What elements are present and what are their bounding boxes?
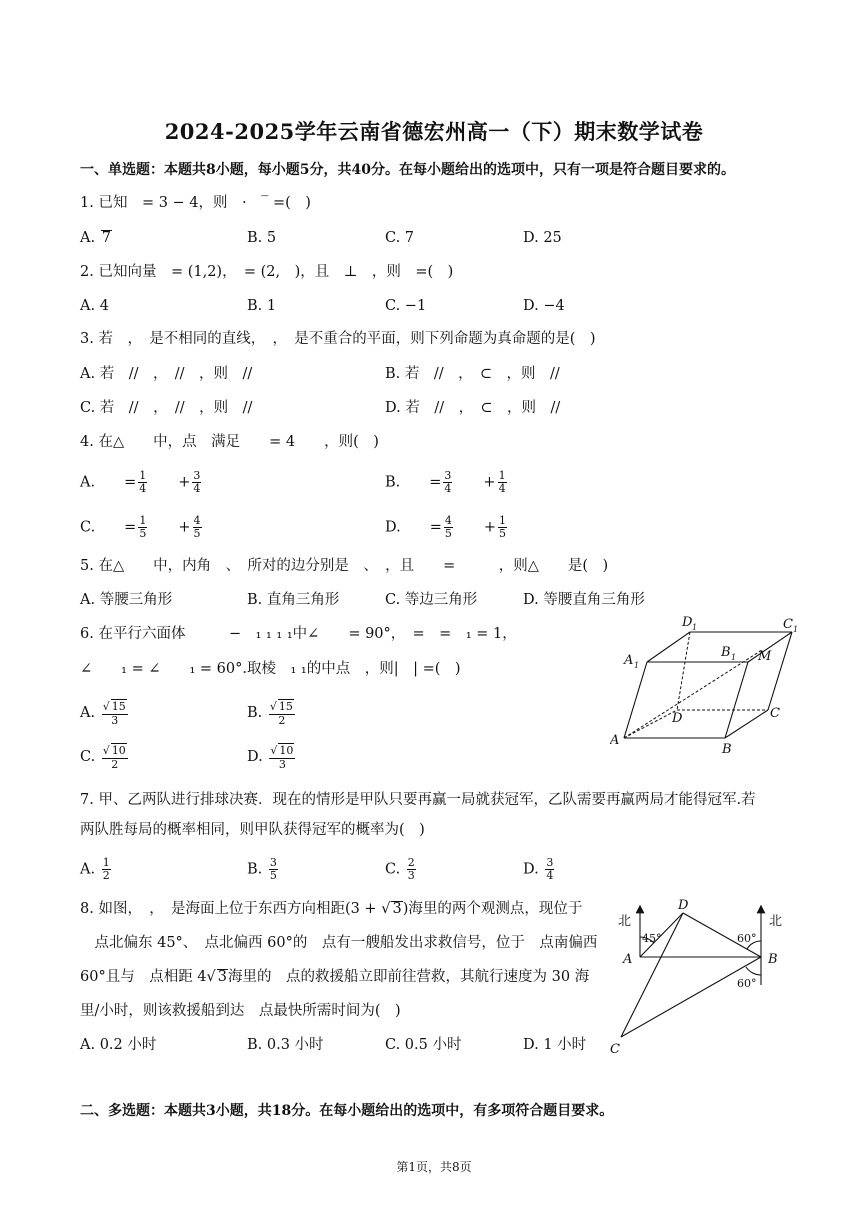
label-a: A bbox=[610, 733, 620, 748]
q5-option-d: D. 等腰直角三角形 bbox=[523, 592, 645, 608]
q6-option-a: A. $\frac{√ 15}{3}$ bbox=[80, 700, 126, 727]
question-5-stem: 5. 在△ 中，内角 、 所对的边分别是 、 ，且 = ，则△ 是( ) bbox=[80, 558, 609, 574]
edge-c-c1 bbox=[768, 632, 792, 710]
q1-option-a: A. 7 bbox=[80, 230, 111, 246]
q8-option-c: C. 0.5 小时 bbox=[385, 1037, 462, 1053]
north-label-right: 北 bbox=[769, 914, 783, 929]
angle-arc-60-bottom bbox=[746, 967, 761, 975]
section-2-header: 二、多选题：本题共3小题，共18分。在每小题给出的选项中，有多项符合题目要求。 bbox=[80, 1103, 614, 1119]
label-d1: D bbox=[682, 615, 693, 630]
label-b1: B bbox=[721, 645, 731, 660]
svg-text:1: 1 bbox=[692, 623, 698, 632]
question-1-stem: 1. 已知 = 3 − 4，则 · ‾ =( ) bbox=[80, 195, 311, 211]
label-b: B bbox=[722, 742, 732, 755]
question-8-stem-line3: 60°且与 点相距 4√ 3海里的 点的救援船立即前往营救，其航行速度为 30 海 bbox=[80, 969, 590, 985]
label-a: A bbox=[623, 952, 633, 967]
q5-option-b: B. 直角三角形 bbox=[247, 592, 340, 608]
label-c: C bbox=[770, 706, 780, 721]
q1-option-c: C. 7 bbox=[385, 230, 415, 246]
parallelepiped-figure bbox=[610, 610, 810, 755]
label-d: D bbox=[678, 898, 689, 913]
segment-bc bbox=[621, 957, 761, 1037]
q3-option-b: B. 若 // ， ⊂ ，则 // bbox=[385, 366, 560, 382]
q7-option-d: D. $\frac{3}{4}$ bbox=[523, 856, 554, 882]
question-3-stem: 3. 若 ， 是不相同的直线， ， 是不重合的平面，则下列命题为真命题的是( ) bbox=[80, 331, 596, 347]
question-8-stem-line4: 里/小时，则该救援船到达 点最快所需时间为( ) bbox=[80, 1003, 401, 1019]
angle-label-60-top: 60° bbox=[737, 932, 757, 945]
q6-option-d: D. $\frac{√ 10}{3}$ bbox=[247, 744, 294, 771]
q7-option-b: B. $\frac{3}{5}$ bbox=[247, 856, 277, 882]
q5-option-c: C. 等边三角形 bbox=[385, 592, 478, 608]
q1-option-d: D. 25 bbox=[523, 230, 562, 246]
angle-label-45: 45° bbox=[642, 932, 662, 945]
q3-option-d: D. 若 // ， ⊂ ，则 // bbox=[385, 400, 561, 416]
label-a1: A bbox=[624, 653, 634, 668]
q3-option-c: C. 若 // ， // ，则 // bbox=[80, 400, 253, 416]
question-6-stem-line1: 6. 在平行六面体 − ₁ ₁ ₁ ₁中∠ = 90°， = = ₁ = 1， bbox=[80, 626, 517, 642]
q6-option-c: C. $\frac{√ 10}{2}$ bbox=[80, 744, 126, 771]
label-m: M bbox=[758, 649, 772, 664]
page-title: 2024-2025学年云南省德宏州高一（下）期末数学试卷 bbox=[164, 119, 704, 144]
svg-text:1: 1 bbox=[634, 661, 640, 670]
q8-option-d: D. 1 小时 bbox=[523, 1037, 587, 1053]
section-1-header: 一、单选题：本题共8小题，每小题5分，共40分。在每小题给出的选项中，只有一项是符合题目要求的。 bbox=[80, 162, 735, 178]
north-label-left: 北 bbox=[618, 914, 632, 929]
edge-a-d bbox=[624, 710, 677, 738]
q7-option-a: A. $\frac{1}{2}$ bbox=[80, 856, 110, 882]
q2-option-b: B. 1 bbox=[247, 298, 277, 314]
q5-option-a: A. 等腰三角形 bbox=[80, 592, 173, 608]
segment-am bbox=[624, 650, 762, 738]
q2-option-c: C. −1 bbox=[385, 298, 427, 314]
svg-text:1: 1 bbox=[793, 625, 799, 634]
angle-label-60-bottom: 60° bbox=[737, 977, 757, 990]
question-7-stem-line1: 7. 甲、乙两队进行排球决赛．现在的情形是甲队只要再赢一局就获冠军，乙队需要再赢两局才能得冠军.若 bbox=[80, 792, 756, 808]
q4-option-d: D. = $\frac{4}{5}$ + $\frac{1}{5}$ bbox=[385, 514, 507, 540]
q3-option-a: A. 若 // ， // ，则 // bbox=[80, 366, 253, 382]
label-c: C bbox=[610, 1042, 620, 1057]
navigation-diagram bbox=[606, 895, 801, 1060]
edge-b-b1 bbox=[725, 662, 748, 738]
question-7-stem-line2: 两队胜每局的概率相同，则甲队获得冠军的概率为( ) bbox=[80, 822, 425, 838]
q1-option-b: B. 5 bbox=[247, 230, 277, 246]
question-6-stem-line2: ∠ ₁ = ∠ ₁ = 60°.取棱 ₁ ₁的中点 ，则| | =( ) bbox=[80, 661, 461, 677]
question-8-stem-line1: 8. 如图， ， 是海面上位于东西方向相距(3 + √ 3)海里的两个观测点，现位于 bbox=[80, 901, 583, 917]
edge-b-c bbox=[725, 710, 768, 738]
label-c1: C bbox=[783, 617, 793, 632]
q8-option-b: B. 0.3 小时 bbox=[247, 1037, 324, 1053]
q6-option-b: B. $\frac{√ 15}{2}$ bbox=[247, 700, 293, 727]
q7-option-c: C. $\frac{2}{3}$ bbox=[385, 856, 415, 882]
question-8-stem-line2: 点北偏东 45°、 点北偏西 60°的 点有一艘船发出求救信号，位于 点南偏西 bbox=[80, 935, 598, 951]
question-4-stem: 4. 在△ 中，点 满足 = 4 ，则( ) bbox=[80, 434, 379, 450]
edge-a-a1 bbox=[624, 662, 647, 738]
question-2-stem: 2. 已知向量 = (1,2)， = (2, )，且 ⊥ ，则 =( ) bbox=[80, 264, 454, 280]
q2-option-d: D. −4 bbox=[523, 298, 565, 314]
q2-option-a: A. 4 bbox=[80, 298, 109, 314]
q8-option-a: A. 0.2 小时 bbox=[80, 1037, 157, 1053]
edge-a1-d1 bbox=[647, 632, 690, 662]
svg-text:1: 1 bbox=[731, 653, 737, 662]
q4-option-b: B. = $\frac{3}{4}$ + $\frac{1}{4}$ bbox=[385, 469, 506, 495]
label-b: B bbox=[768, 952, 778, 967]
page-footer: 第1页，共8页 bbox=[396, 1160, 472, 1174]
q4-option-c: C. = $\frac{1}{5}$ + $\frac{4}{5}$ bbox=[80, 514, 201, 540]
label-d: D bbox=[672, 711, 683, 726]
q4-option-a: A. = $\frac{1}{4}$ + $\frac{3}{4}$ bbox=[80, 469, 201, 495]
edge-d-d1 bbox=[677, 632, 690, 710]
